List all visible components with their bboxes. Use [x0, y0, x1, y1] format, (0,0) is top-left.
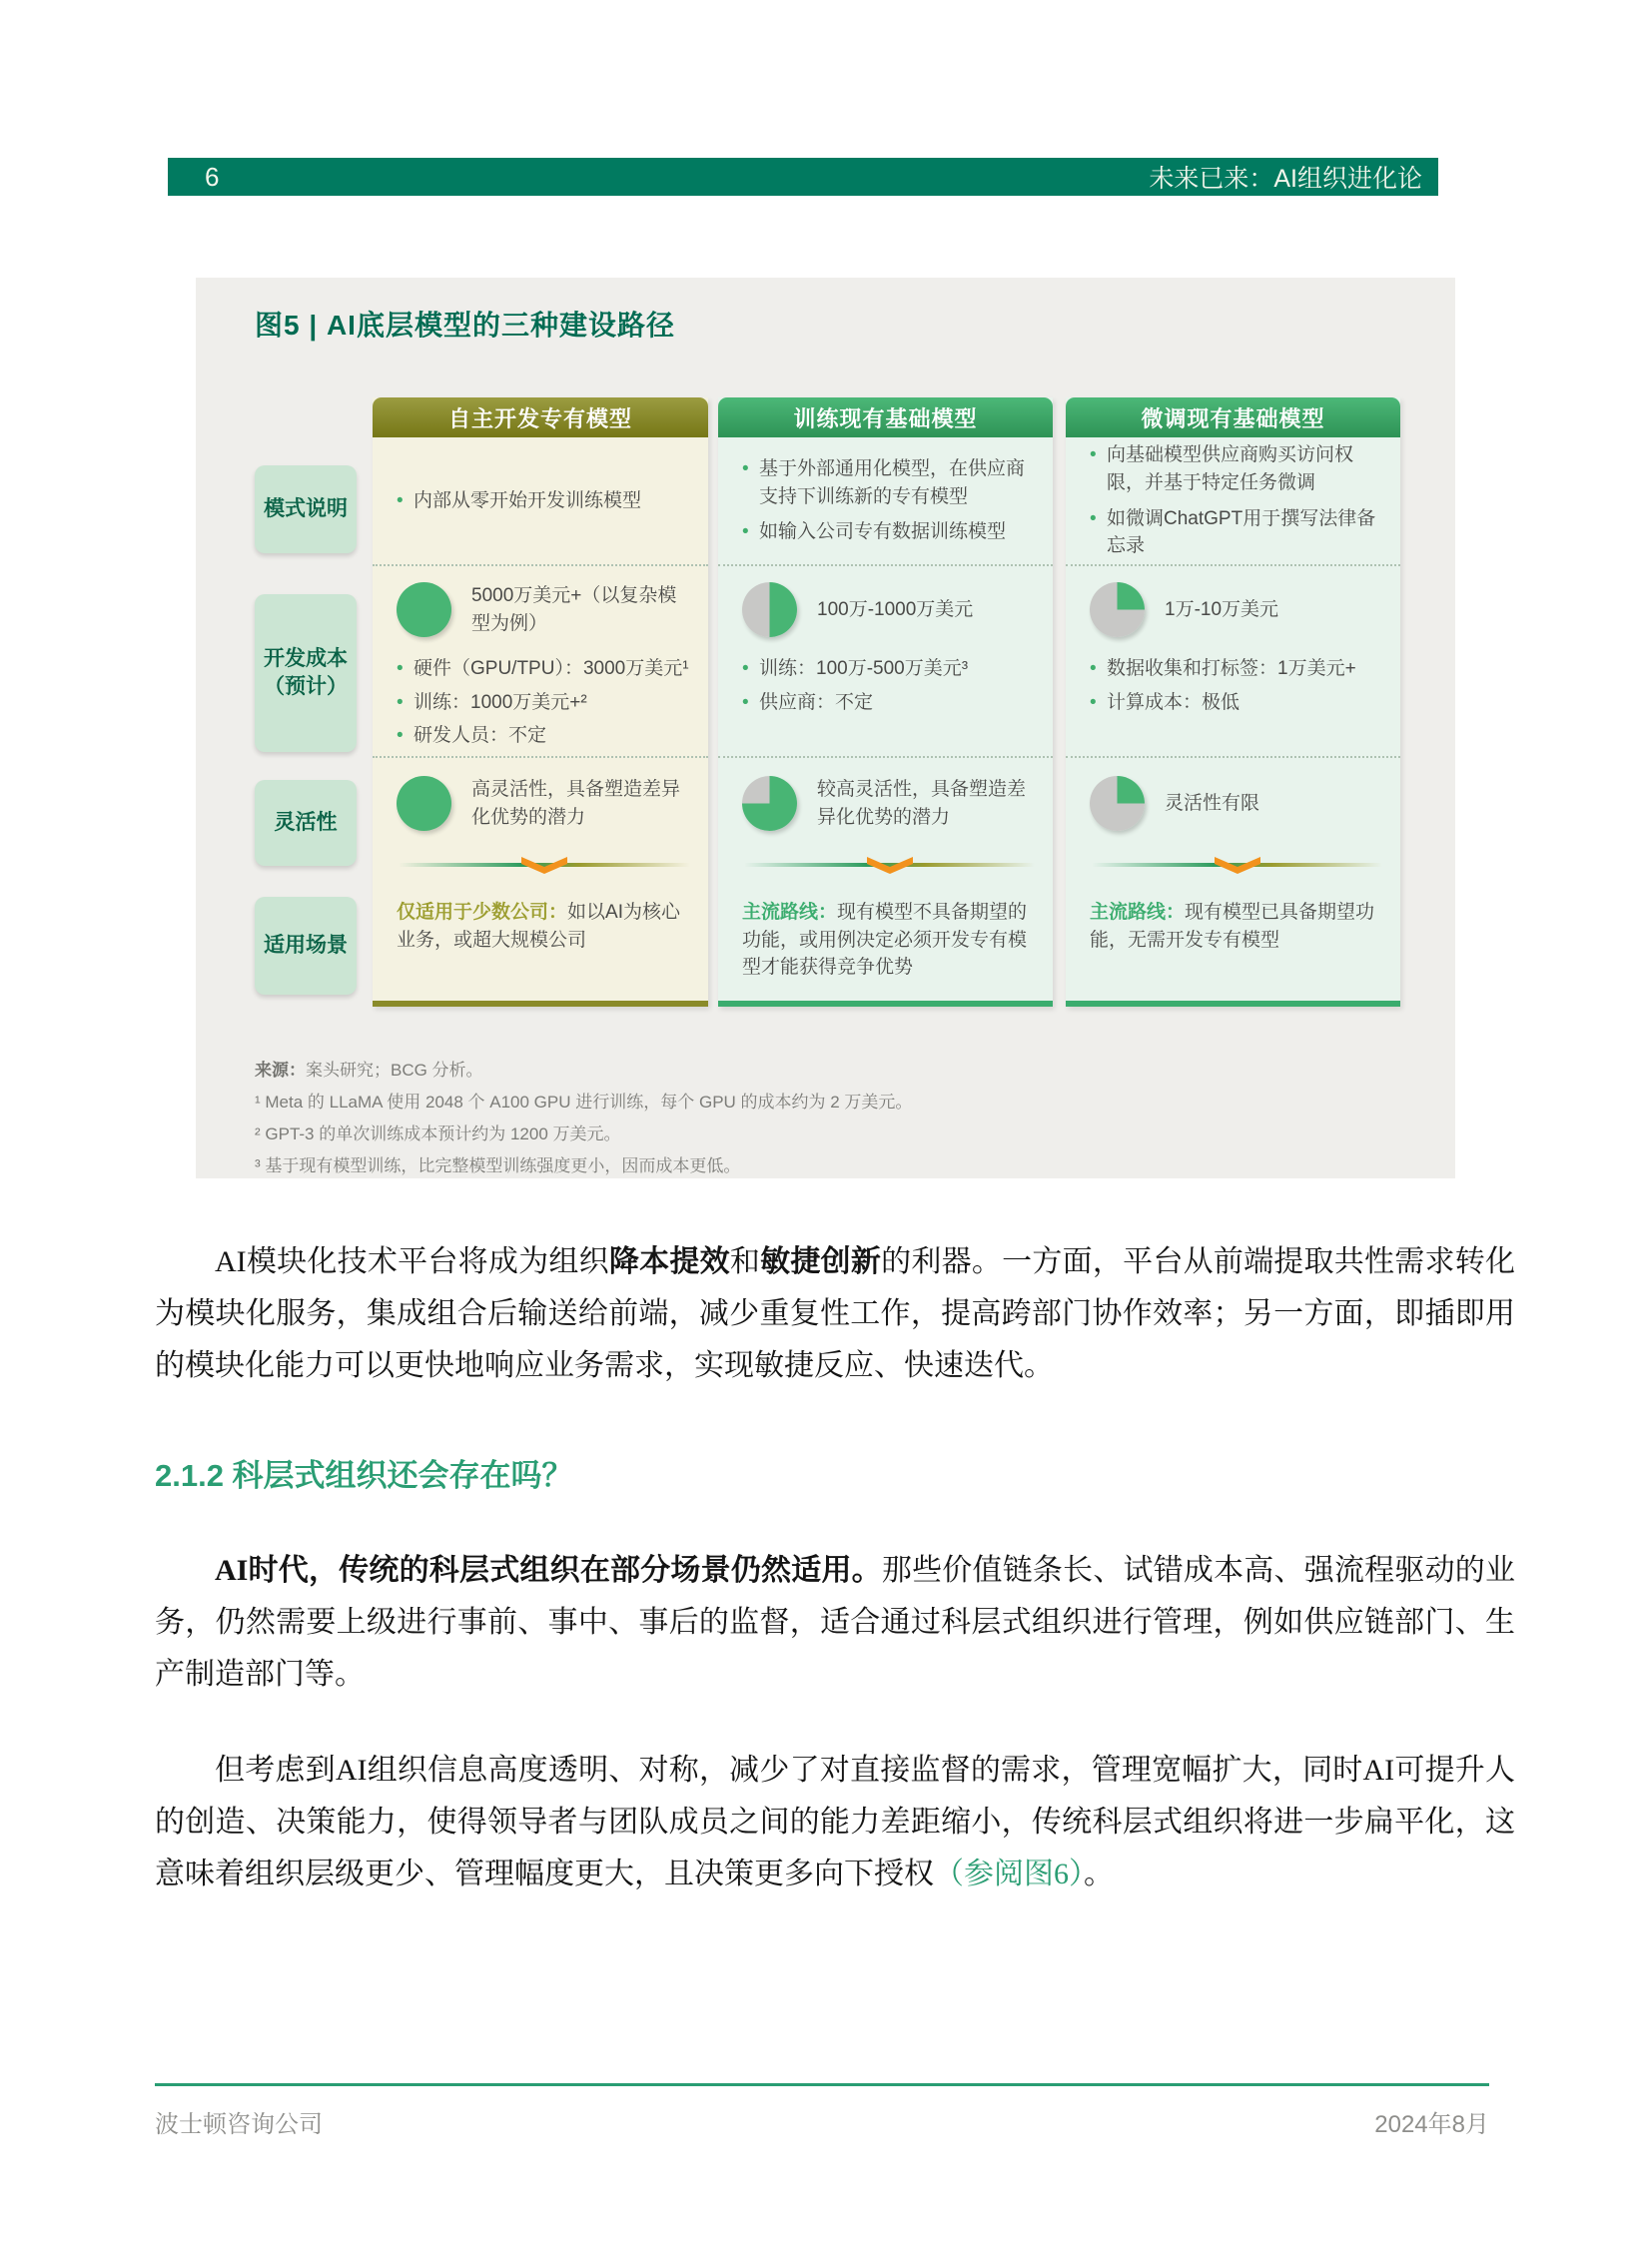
footer-rule	[155, 2083, 1489, 2086]
paragraph-text: 但考虑到AI组织信息高度透明、对称，减少了对直接监督的需求，管理宽幅扩大，同时AI可提升人的创造、决策能力，使得领导者与团队成员之间的能力差距缩小，传统科层式组织将进一步扁平化，这意味着组织层级更少、管理幅度更大，且决策更多向下授权	[155, 1754, 1515, 1890]
scenario-text: 现有模型已具备期望功能，无需开发专有模型	[1090, 902, 1375, 951]
page-header-bar	[168, 158, 1438, 196]
row-label-mode: 模式说明	[255, 465, 357, 553]
bullet-item: • 计算成本：极低	[1090, 689, 1384, 717]
arrow-divider	[744, 855, 1035, 875]
row-label-scenario: 适用场景	[255, 897, 357, 995]
bullet-item: • 向基础模型供应商购买访问权限，并基于特定任务微调	[1090, 441, 1384, 496]
cost-cell	[718, 564, 1053, 756]
footnote-1: ¹ Meta 的 LLaMA 使用 2048 个 A100 GPU 进行训练，每个 GPU 的成本约为 2 万美元。	[255, 1093, 913, 1112]
scenario-text: 如以AI为核心业务，或超大规模公司	[397, 902, 680, 951]
column-self-develop-model	[373, 397, 708, 1007]
scenario-lead: 仅适用于少数公司：	[397, 902, 568, 923]
row-label-cost: 开发成本（预计）	[255, 594, 357, 752]
flexibility-text: 较高灵活性，具备塑造差异化优势的潜力	[817, 779, 1027, 828]
cost-level-pie-icon	[742, 582, 797, 637]
bold-phrase: 敏捷创新	[760, 1245, 882, 1278]
paragraph-platform	[155, 1236, 1515, 1392]
cost-level-pie-icon	[397, 582, 451, 637]
mode-cell	[373, 437, 708, 564]
figure-source-notes	[255, 1055, 1407, 1182]
paragraph-text: 。	[1084, 1858, 1114, 1890]
page-number: 6	[205, 161, 220, 192]
paragraph-text: 和	[729, 1245, 761, 1278]
paragraph-hierarchy	[155, 1545, 1515, 1701]
flexibility-pie-icon	[397, 776, 451, 831]
chevron-down-icon	[1214, 856, 1261, 875]
bullet-item: • 训练：100万-500万美元³	[742, 655, 1037, 683]
body-text	[155, 1236, 1515, 1944]
column-header: 微调现有基础模型	[1066, 397, 1400, 437]
source-text: 案头研究；BCG 分析。	[306, 1061, 483, 1080]
figure-title: 图5 | AI底层模型的三种建设路径	[255, 310, 675, 341]
figure-6-reference[interactable]: （参阅图6）	[934, 1858, 1084, 1890]
footer-date: 2024年8月	[1374, 2111, 1489, 2138]
column-finetune-existing-model	[1066, 397, 1400, 1007]
arrow-divider	[1092, 855, 1382, 875]
paragraph-text: AI模块化技术平台将成为组织	[215, 1245, 609, 1278]
column-bottom-edge	[718, 1001, 1053, 1007]
bullet-item: • 训练：1000万美元+²	[397, 689, 692, 717]
row-label-flexibility: 灵活性	[255, 780, 357, 866]
column-bottom-edge	[1066, 1001, 1400, 1007]
footnote-2: ² GPT-3 的单次训练成本预计约为 1200 万美元。	[255, 1124, 621, 1143]
flexibility-pie-icon	[1090, 776, 1145, 831]
footnote-3: ³ 基于现有模型训练，比完整模型训练强度更小，因而成本更低。	[255, 1156, 741, 1175]
bullet-item: • 基于外部通用化模型，在供应商支持下训练新的专有模型	[742, 455, 1037, 510]
bullet-item: • 研发人员：不定	[397, 722, 692, 750]
column-train-existing-model	[718, 397, 1053, 1007]
mode-cell	[1066, 437, 1400, 564]
source-label: 来源：	[255, 1061, 306, 1080]
bold-phrase: AI时代，传统的科层式组织在部分场景仍然适用。	[215, 1554, 882, 1587]
source-line	[255, 1055, 1407, 1087]
bullet-item: • 数据收集和打标签：1万美元+	[1090, 655, 1384, 683]
cost-headline: 1万-10万美元	[1165, 598, 1279, 620]
scenario-cell	[373, 887, 708, 1001]
paragraph-text: 的利器。一方面，平台从前端提取共性需求转化为模块化服务，集成组合后输送给前端，减少重复性工作，提高跨部门协作效率；另一方面，即插即用的模块化能力可以更快地响应业务需求，实现敏捷反应、快速迭代。	[155, 1245, 1516, 1382]
bullet-item: • 供应商：不定	[742, 689, 1037, 717]
paragraph-text: 那些价值链条长、试错成本高、强流程驱动的业务，仍然需要上级进行事前、事中、事后的监督，适合通过科层式组织进行管理，例如供应链部门、生产制造部门等。	[155, 1554, 1515, 1691]
mode-cell	[718, 437, 1053, 564]
document-title: 未来已来：AI组织进化论	[1149, 165, 1422, 193]
figure-5-panel	[196, 278, 1455, 1178]
column-header: 自主开发专有模型	[373, 397, 708, 437]
scenario-text: 现有模型不具备期望的功能，或用例决定必须开发专有模型才能获得竞争优势	[742, 902, 1028, 979]
label-header-spacer	[255, 397, 357, 437]
chevron-down-icon	[866, 856, 914, 875]
scenario-lead: 主流路线：	[1090, 902, 1186, 923]
cost-headline: 5000万美元+（以复杂模型为例）	[471, 585, 677, 634]
row-labels-column	[255, 397, 357, 1007]
column-bottom-edge	[373, 1001, 708, 1007]
scenario-lead: 主流路线：	[742, 902, 838, 923]
bullet-item: • 如输入公司专有数据训练模型	[742, 518, 1037, 546]
bold-phrase: 降本提效	[608, 1245, 730, 1278]
flexibility-text: 灵活性有限	[1165, 792, 1260, 814]
bullet-item: • 硬件（GPU/TPU）：3000万美元¹	[397, 655, 692, 683]
column-header: 训练现有基础模型	[718, 397, 1053, 437]
page-footer	[155, 2083, 1489, 2139]
figure-table	[255, 397, 1407, 1007]
section-heading-2-1-2: 2.1.2 科层式组织还会存在吗？	[155, 1458, 573, 1493]
cost-cell	[1066, 564, 1400, 756]
bullet-item: • 内部从零开始开发训练模型	[397, 487, 692, 515]
cost-headline: 100万-1000万美元	[817, 598, 974, 620]
bullet-item: • 如微调ChatGPT用于撰写法律备忘录	[1090, 505, 1384, 560]
footer-company: 波士顿咨询公司	[155, 2111, 323, 2138]
paragraph-flattening	[155, 1745, 1515, 1900]
flexibility-cell	[718, 756, 1053, 887]
cost-cell	[373, 564, 708, 756]
flexibility-pie-icon	[742, 776, 797, 831]
arrow-divider	[399, 855, 690, 875]
scenario-cell	[1066, 887, 1400, 1001]
flexibility-cell	[373, 756, 708, 887]
scenario-cell	[718, 887, 1053, 1001]
cost-level-pie-icon	[1090, 582, 1145, 637]
flexibility-cell	[1066, 756, 1400, 887]
flexibility-text: 高灵活性，具备塑造差异化优势的潜力	[471, 779, 681, 828]
chevron-down-icon	[520, 856, 568, 875]
